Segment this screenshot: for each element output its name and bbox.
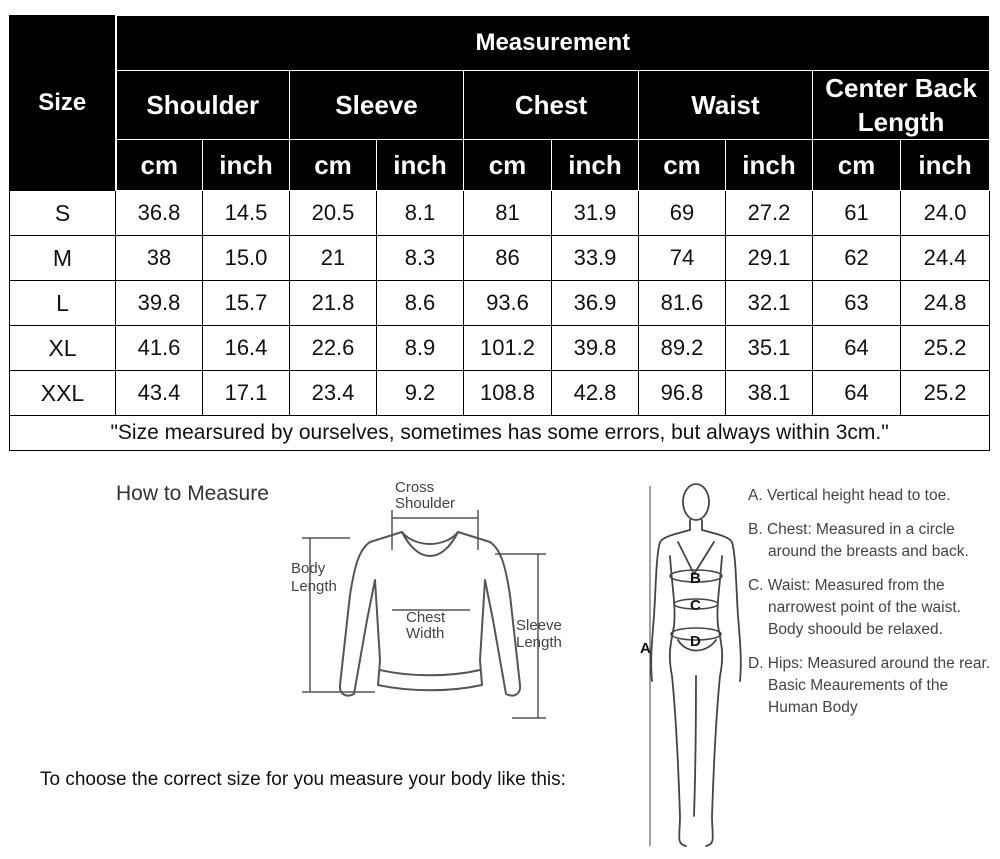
- size-header: Size: [10, 16, 116, 191]
- measurement-cell: 63: [813, 281, 901, 326]
- table-row: [10, 371, 990, 416]
- figure-letter-a: A: [640, 640, 651, 657]
- unit-inch: inch: [726, 140, 813, 191]
- size-table-body: [10, 191, 990, 451]
- choose-size-instruction: To choose the correct size for you measure your body like this:: [40, 769, 566, 790]
- measurement-cell: 15.0: [203, 236, 290, 281]
- measurement-cell: 8.1: [377, 191, 464, 236]
- measurement-cell: 96.8: [639, 371, 726, 416]
- body-length-label-1: Body: [291, 560, 326, 577]
- unit-inch: inch: [203, 140, 290, 191]
- measurement-cell: 24.0: [901, 191, 990, 236]
- measurement-cell: 8.3: [377, 236, 464, 281]
- size-cell: S: [10, 191, 116, 236]
- sleeve-length-label-1: Sleeve: [516, 617, 562, 634]
- sweater-measure-diagram: [280, 470, 580, 730]
- measurement-cell: 32.1: [726, 281, 813, 326]
- measurement-cell: 23.4: [290, 371, 377, 416]
- center-back-length-header: Center Back Length: [813, 71, 990, 140]
- unit-cm: cm: [813, 140, 901, 191]
- measurement-cell: 8.6: [377, 281, 464, 326]
- size-cell: M: [10, 236, 116, 281]
- measurement-cell: 24.4: [901, 236, 990, 281]
- measurement-cell: 25.2: [901, 326, 990, 371]
- cross-shoulder-label-1: Cross: [395, 479, 435, 496]
- measurement-cell: 41.6: [116, 326, 203, 371]
- size-cell: L: [10, 281, 116, 326]
- size-cell: XL: [10, 326, 116, 371]
- measurement-cell: 62: [813, 236, 901, 281]
- measurement-cell: 35.1: [726, 326, 813, 371]
- measurement-cell: 9.2: [377, 371, 464, 416]
- measurement-cell: 36.9: [552, 281, 639, 326]
- unit-inch: inch: [901, 140, 990, 191]
- how-to-measure-title: How to Measure: [116, 482, 269, 505]
- chest-width-label-1: Chest: [406, 609, 446, 626]
- measurement-cell: 20.5: [290, 191, 377, 236]
- size-chart-table: [9, 15, 990, 451]
- measurement-cell: 64: [813, 371, 901, 416]
- note-b-chest: B. Chest: Measured in a circle around the breasts and back.: [748, 521, 969, 560]
- note-d-hips: D. Hips: Measured around the rear. Basic Meaurements of the Human Body: [748, 655, 991, 716]
- measurement-cell: 36.8: [116, 191, 203, 236]
- measurement-cell: 69: [639, 191, 726, 236]
- measurement-cell: 16.4: [203, 326, 290, 371]
- measurement-cell: 38.1: [726, 371, 813, 416]
- chest-header: Chest: [464, 71, 639, 140]
- measurement-cell: 39.8: [116, 281, 203, 326]
- unit-cm: cm: [290, 140, 377, 191]
- table-row: [10, 281, 990, 326]
- table-row: [10, 191, 990, 236]
- measurement-cell: 22.6: [290, 326, 377, 371]
- measurement-cell: 25.2: [901, 371, 990, 416]
- measurement-cell: 81: [464, 191, 552, 236]
- cross-shoulder-label-2: Shoulder: [395, 495, 456, 512]
- measurement-cell: 74: [639, 236, 726, 281]
- unit-inch: inch: [552, 140, 639, 191]
- measurement-notes: [748, 485, 993, 731]
- measurement-cell: 93.6: [464, 281, 552, 326]
- measurement-cell: 15.7: [203, 281, 290, 326]
- measurement-cell: 24.8: [901, 281, 990, 326]
- waist-header: Waist: [639, 71, 813, 140]
- body-measure-figure: [636, 476, 746, 856]
- figure-letter-b: B: [690, 570, 701, 587]
- measurement-cell: 21.8: [290, 281, 377, 326]
- chest-width-label-2: Width: [406, 625, 445, 642]
- unit-cm: cm: [116, 140, 203, 191]
- measurement-cell: 33.9: [552, 236, 639, 281]
- measurement-cell: 61: [813, 191, 901, 236]
- measurement-cell: 27.2: [726, 191, 813, 236]
- measurement-cell: 29.1: [726, 236, 813, 281]
- measurement-cell: 39.8: [552, 326, 639, 371]
- measurement-cell: 89.2: [639, 326, 726, 371]
- measurement-header: Measurement: [116, 16, 990, 71]
- measurement-cell: 42.8: [552, 371, 639, 416]
- measurement-cell: 31.9: [552, 191, 639, 236]
- size-note: "Size mearsured by ourselves, sometimes has some errors, but always within 3cm.": [10, 416, 990, 451]
- sleeve-length-label-2: Length: [516, 634, 562, 651]
- measurement-cell: 86: [464, 236, 552, 281]
- note-c-waist: C. Waist: Measured from the narrowest point of the waist. Body shoould be relaxed.: [748, 577, 961, 638]
- measurement-cell: 14.5: [203, 191, 290, 236]
- measurement-cell: 81.6: [639, 281, 726, 326]
- unit-cm: cm: [639, 140, 726, 191]
- measurement-cell: 108.8: [464, 371, 552, 416]
- measurement-cell: 101.2: [464, 326, 552, 371]
- measurement-cell: 21: [290, 236, 377, 281]
- table-row: [10, 236, 990, 281]
- measurement-cell: 64: [813, 326, 901, 371]
- shoulder-header: Shoulder: [116, 71, 290, 140]
- table-row: [10, 326, 990, 371]
- sleeve-header: Sleeve: [290, 71, 464, 140]
- note-a-height: A. Vertical height head to toe.: [748, 487, 951, 504]
- measurement-cell: 38: [116, 236, 203, 281]
- figure-letter-c: C: [690, 597, 701, 614]
- unit-cm: cm: [464, 140, 552, 191]
- measurement-cell: 17.1: [203, 371, 290, 416]
- figure-letter-d: D: [690, 633, 701, 650]
- unit-inch: inch: [377, 140, 464, 191]
- measurement-cell: 43.4: [116, 371, 203, 416]
- size-cell: XXL: [10, 371, 116, 416]
- body-length-label-2: Length: [291, 578, 337, 595]
- measurement-cell: 8.9: [377, 326, 464, 371]
